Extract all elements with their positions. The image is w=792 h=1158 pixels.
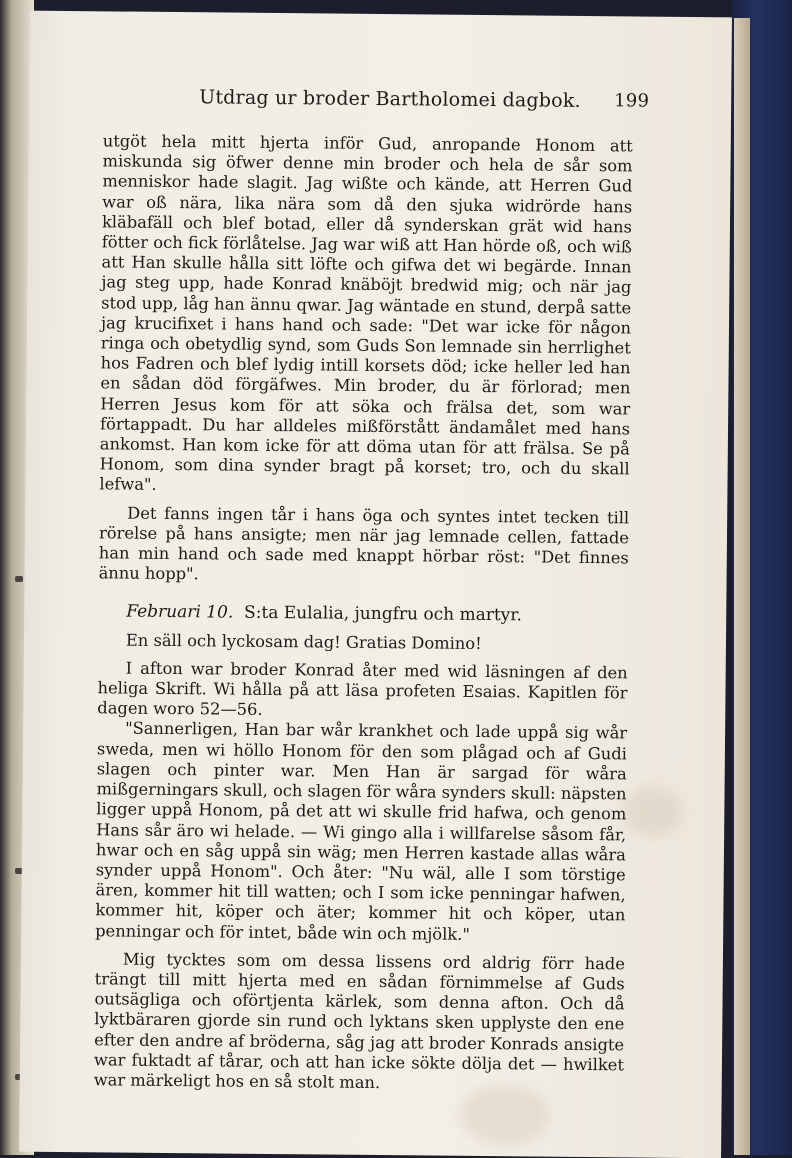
paragraph: I afton war broder Konrad åter med wid läsningen af den heliga Skrift. Wi hålla på att läsa profeten Esaias. Kapitlen för dagen woro 52—56. [97, 658, 628, 720]
paragraph: Det fanns ingen tår i hans öga och syntes intet tecken till rörelse på hans ansigte; men när jag lemnade cellen, fattade han min hand och sade med knappt hörbar röst: "Det finnes ännu hopp". [98, 503, 630, 584]
book-page [19, 11, 732, 1158]
paragraph: utgöt hela mitt hjerta inför Gud, anropande Honom att miskunda sig öfwer denne min broder och hela de sår som menniskor hade slagit. Jag wißte och kände, att Herren Gud war oß nära, lika nära som då den sjuka widrörde hans kläbafäll och blef botad, eller då synderskan grät wid hans fötter och fick förlåtelse. Jag war wiß att Han hörde oß, och wiß att Han skulle hålla sitt löfte och gifwa det wi begärde. Innan jag steg upp, hade Konrad knäböjt bredwid mig; och när jag stod upp, låg han ännu qwar. Jag wäntade en stund, derpå satte jag krucifixet i hans hand och sade: "Det war icke för någon ringa och obetydlig synd, som Guds Son lemnade sin herrlighet hos Fadren och blef lydig intill korsets död; icke heller led han en sådan död förgäfwes. Min broder, du är förlorad; men Herren Jesus kom för att söka och frälsa det, som war förtappadt. Du har alldeles mißförstått ändamålet med hans ankomst. Han kom icke för att döma utan för att frälsa. Se på Honom, som dina synder bragt på korset; tro, och du skall lefwa". [99, 131, 633, 495]
binding-hole [15, 576, 23, 582]
running-header [199, 86, 649, 118]
page-stain [622, 786, 682, 837]
paragraph: Mig tycktes som om dessa lissens ord aldrig förr hade trängt till mitt hjerta med en sådan förnimmelse af Guds outsägliga och oförtjenta kärlek, som denna afton. Och då lyktbäraren gjorde sin rund och lyktans sken upplyste den ene efter den andre af bröderna, såg jag att broder Konrads ansigte war fuktadt af tårar, och att han icke sökte dölja det — hwilket war märkeligt hos en så stolt man. [93, 949, 625, 1092]
page-body [94, 131, 633, 1095]
page-number: 199 [614, 90, 650, 112]
running-title: Utdrag ur broder Bartholomei dagbok. [199, 86, 581, 112]
saint-day: S:ta Eulalia, jungfru och martyr. [243, 603, 523, 626]
page-stack-edge [734, 18, 750, 1155]
diary-date: Februari 10. [126, 602, 234, 624]
diary-date-line [98, 602, 628, 627]
paragraph: En säll och lyckosam dag! Gratias Domino! [125, 630, 482, 653]
scripture-quote: "Sannerligen, Han bar wår krankhet och lade uppå sig wår sweda, men wi höllo Honom för den som plågad och af Gudi slagen och pinter war. Men Han är sargad för wåra mißgerningars skull, och slagen för wåra synders skull: näpsten ligger uppå Honom, på det att wi skulle frid hafwa, och genom Hans sår äro wi helade. — Wi gingo alla i willfarelse såsom får, hwar och en såg uppå sin wäg; men Herren kastade allas wåra synder uppå Honom". Och åter: "Nu wäl, alle I som törstige ären, kommer hit till watten; och I som icke penningar hafwen, kommer hit, köper och äter; kommer hit och köper, utan penningar och för intet, både win och mjölk." [95, 719, 628, 944]
